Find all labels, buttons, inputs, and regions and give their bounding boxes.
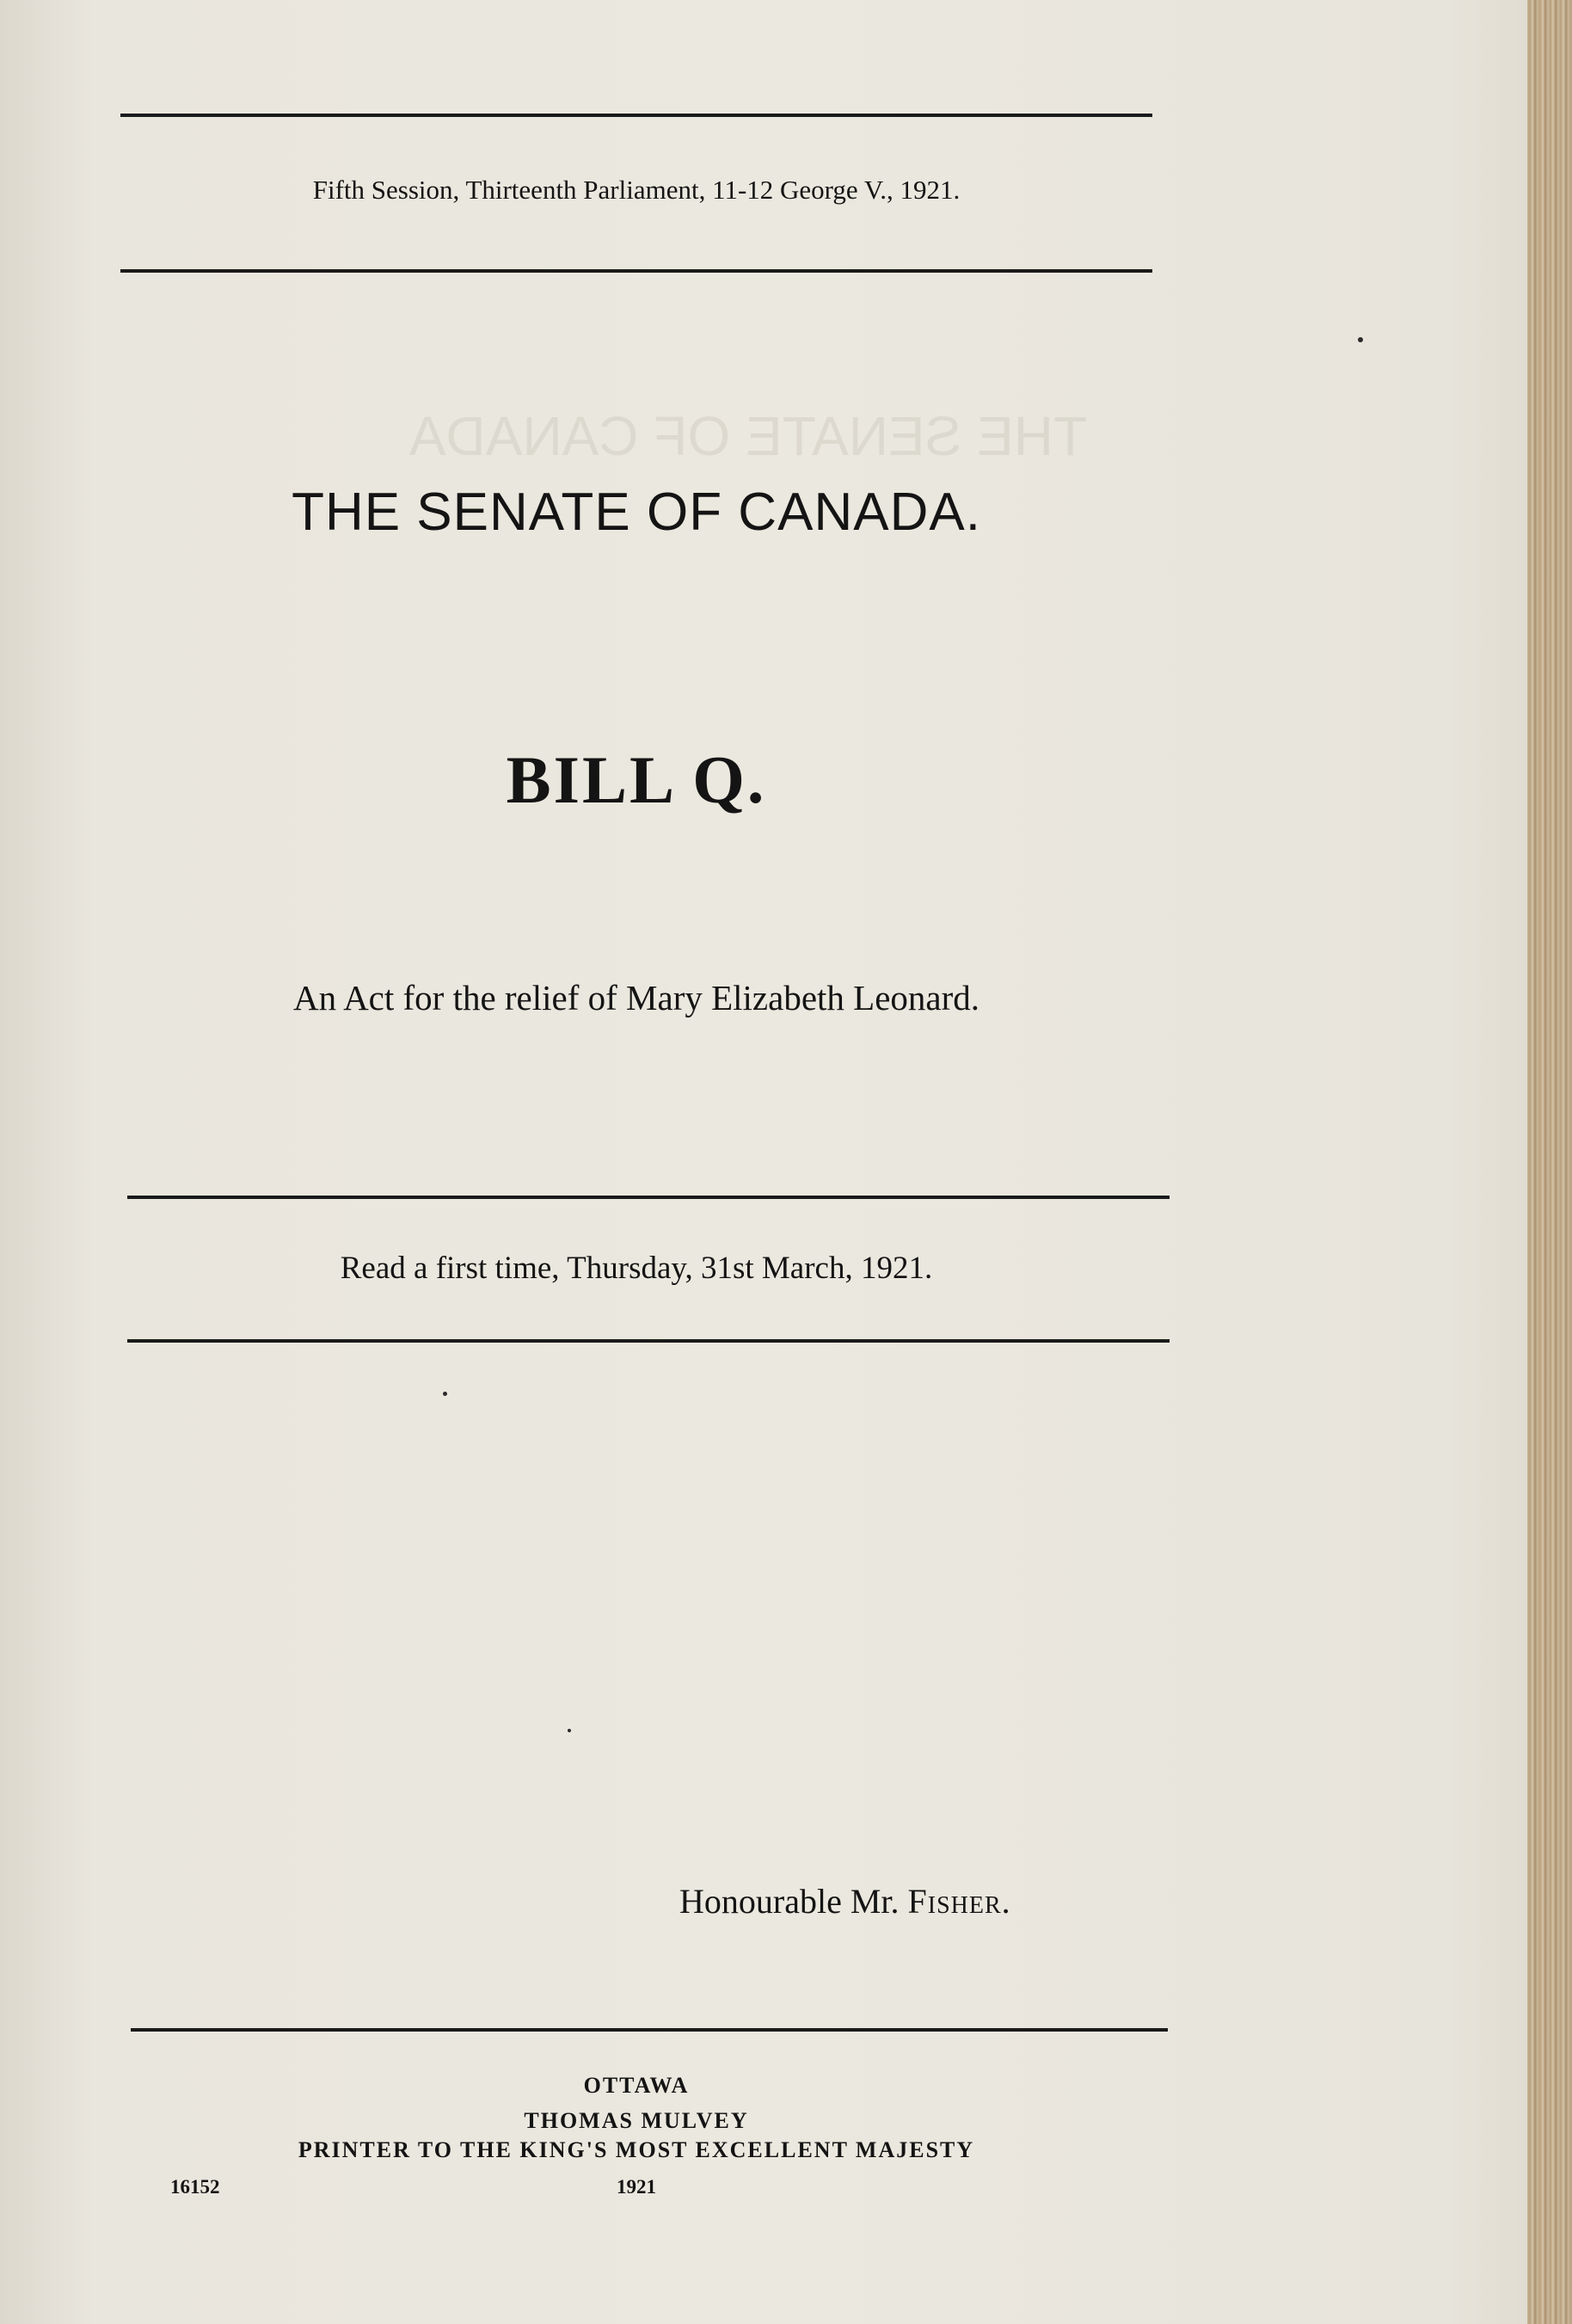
first-reading-line: Read a first time, Thursday, 31st March, 1921. [340,1251,933,1286]
imprint-printer-title: PRINTER TO THE KING'S MOST EXCELLENT MAJESTY [298,2137,975,2162]
reading-top-rule [127,1196,1170,1199]
top-rule [120,114,1152,117]
imprint-printer: THOMAS MULVEY [524,2108,749,2133]
ink-speck [443,1392,447,1396]
page-edge [1527,0,1572,2324]
imprint-rule [131,2028,1168,2032]
house-title: THE SENATE OF CANADA. [292,483,981,542]
ink-speck [568,1729,571,1732]
session-line: Fifth Session, Thirteenth Parliament, 11-12 George V., 1921. [312,175,961,205]
sponsor-name: Fisher. [907,1882,1011,1921]
imprint-year: 1921 [617,2176,656,2198]
job-number: 16152 [170,2176,220,2198]
show-through-shadow: THE SENATE OF CANADA [408,405,1088,467]
ink-speck [1358,337,1363,342]
bill-title: BILL Q. [506,742,767,817]
session-rule [120,269,1152,273]
imprint-city: OTTAWA [583,2073,690,2098]
sponsor-prefix: Honourable Mr. [679,1882,900,1921]
act-title: An Act for the relief of Mary Elizabeth Leonard. [292,978,980,1018]
reading-bottom-rule [127,1339,1170,1343]
sponsor-line [679,1881,1011,1921]
